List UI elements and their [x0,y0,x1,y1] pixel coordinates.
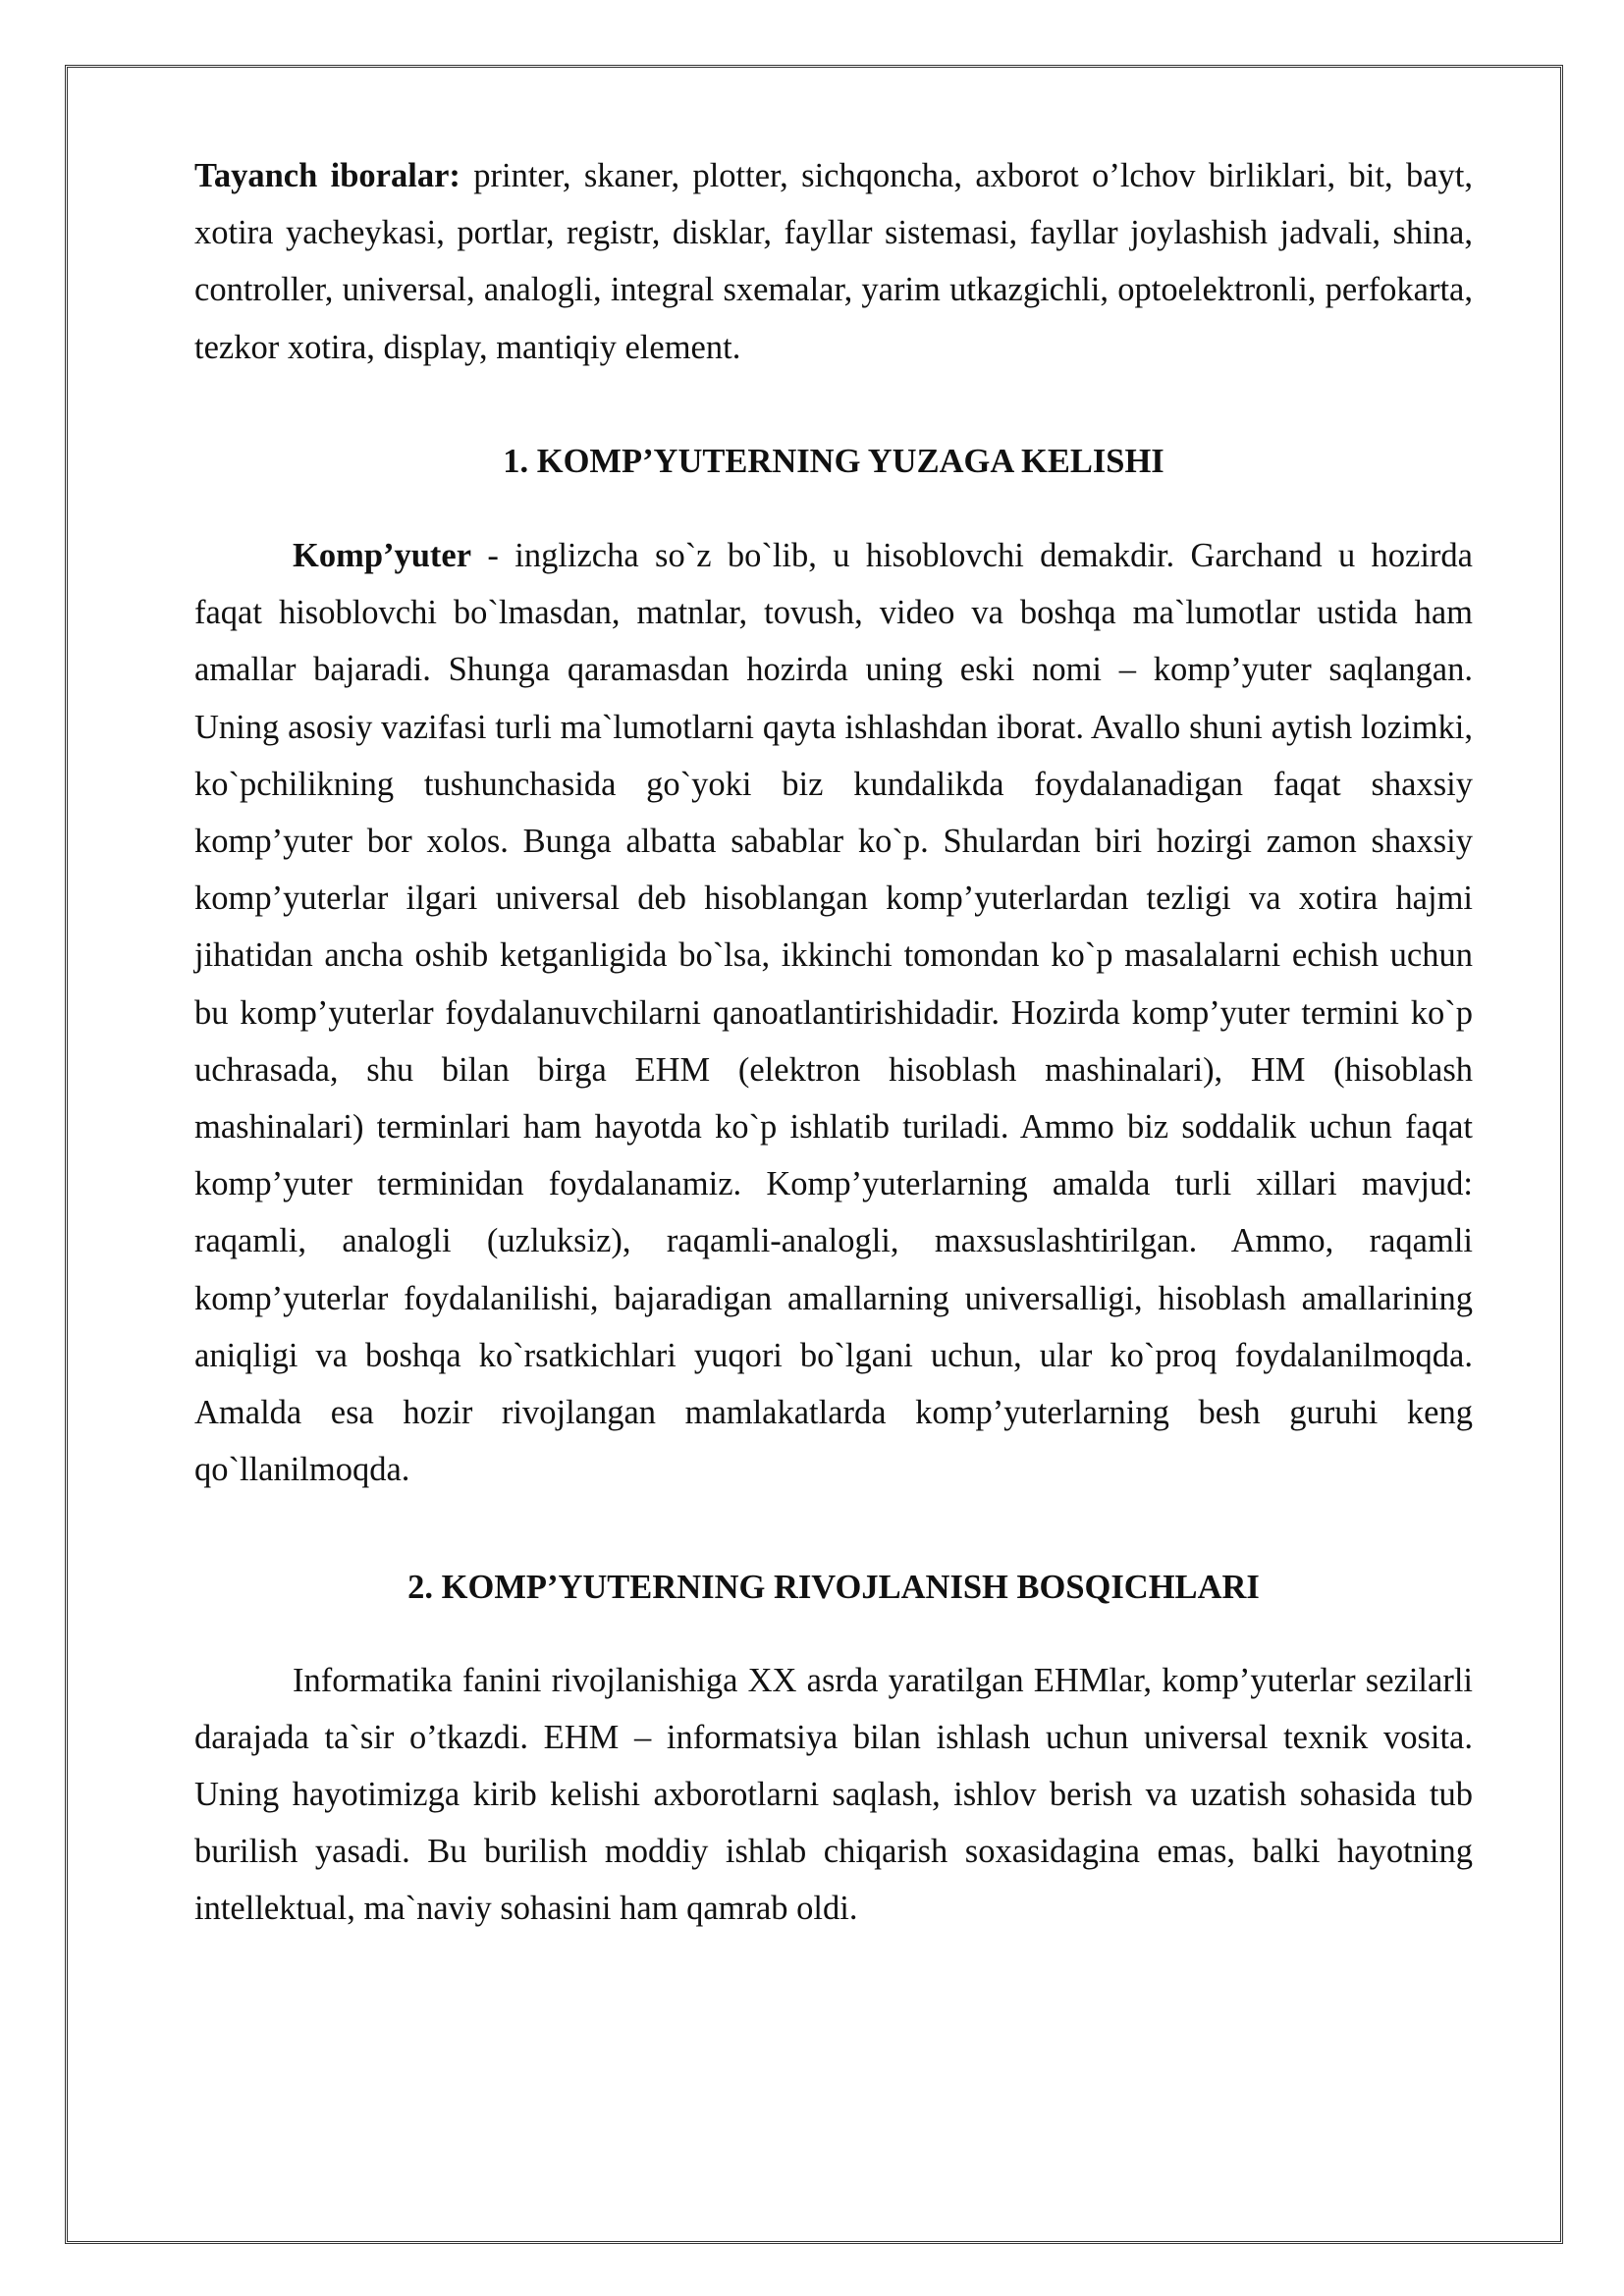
section-1-lead-term: Komp’yuter [293,537,472,575]
keywords-label: Tayanch iboralar: [194,157,460,194]
keywords-paragraph [194,147,1473,376]
section-2-paragraph [194,1652,1473,1938]
section-1-text: - inglizcha so`z bo`lib, u hisoblovchi demakdir. Garchand u hozirda faqat hisoblovchi bo`lmasdan, matnlar, tovush, video va boshqa ma`lumotlar ustida ham amallar bajaradi. Shunga qaramasdan hozirda uning eski nomi – komp’yuter saqlangan. Uning asosiy vazifasi turli ma`lumotlarni qayta ishlashdan iborat. Avallo shuni aytish lozimki, ko`pchilikning tushunchasida go`yoki biz kundalikda foydalanadigan faqat shaxsiy komp’yuter bor xolos. Bunga albatta sabablar ko`p. Shulardan biri hozirgi zamon shaxsiy komp’yuterlar ilgari universal deb hisoblangan komp’yuterlardan tezligi va xotira hajmi jihatidan ancha oshib ketganligida bo`lsa, ikkinchi tomondan ko`p masalalarni echish uchun bu komp’yuterlar foydalanuvchilarni qanoatlantirishidadir. Hozirda komp’yuter termini ko`p uchrasada, shu bilan birga EHM (elektron hisoblash mashinalari), HM (hisoblash mashinalari) terminlari ham hayotda ko`p ishlatib turiladi. Ammo biz soddalik uchun faqat komp’yuter terminidan foydalanamiz. Komp’yuterlarning amalda turli xillari mavjud: raqamli, analogli (uzluksiz), raqamli-analogli, maxsuslashtirilgan. Ammo, raqamli komp’yuterlar foydalanilishi, bajaradigan amallarning universalligi, hisoblash amallarining aniqligi va boshqa ko`rsatkichlari yuqori bo`lgani uchun, ular ko`proq foydalanilmoqda. Amalda esa hozir rivojlangan mamlakatlarda komp’yuterlarning besh guruhi keng qo`llanilmoqda. [194,537,1473,1489]
keywords-text: printer, skaner, plotter, sichqoncha, axborot o’lchov birliklari, bit, bayt, xotira yacheykasi, portlar, registr, disklar, fayllar sistemasi, fayllar joylashish jadvali, shina, controller, universal, analogli, integral sxemalar, yarim utkazgichli, optoelektronli, perfokarta, tezkor xotira, display, mantiqiy element. [194,157,1473,366]
section-1-heading: 1. KOMP’YUTERNING YUZAGA KELISHI [503,442,1164,480]
section-2-text: Informatika fanini rivojlanishiga XX asrda yaratilgan EHMlar, komp’yuterlar sezilarli darajada ta`sir o’tkazdi. EHM – informatsiya bilan ishlash uchun universal texnik vosita. Uning hayotimizga kirib kelishi axborotlarni saqlash, ishlov berish va uzatish sohasida tub burilish yasadi. Bu burilish moddiy ishlab chiqarish soxasidagina emas, balki hayotning intellektual, ma`naviy sohasini ham qamrab oldi. [194,1661,1473,1928]
section-1-paragraph [194,527,1473,1498]
section-2-heading: 2. KOMP’YUTERNING RIVOJLANISH BOSQICHLARI [407,1569,1260,1607]
document-body [194,147,1473,1938]
